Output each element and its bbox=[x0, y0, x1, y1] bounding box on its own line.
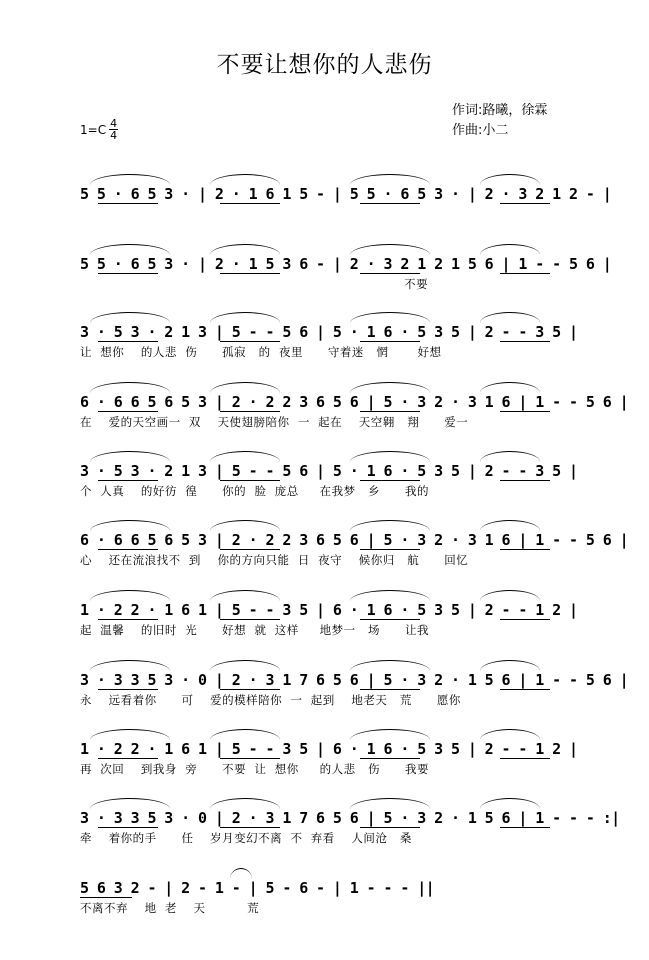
slur-arc bbox=[480, 660, 540, 671]
beam-underline bbox=[220, 619, 280, 620]
slur-arc bbox=[90, 520, 170, 531]
slur-arc bbox=[350, 660, 430, 671]
slur-arc bbox=[210, 174, 280, 185]
slur-arc bbox=[480, 312, 540, 323]
notes-line: 5 6 3 2 - | 2 - 1 - | 5 - 6 - | 1 - - - || bbox=[80, 879, 435, 897]
slur-arc bbox=[350, 451, 430, 462]
beam-underline bbox=[98, 549, 158, 550]
beam-underline bbox=[360, 758, 420, 759]
beam-underline bbox=[98, 411, 158, 412]
lyric-line: 让 想你 的人悲 伤 孤寂 的 夜里 守着迷 惘 好想 bbox=[80, 345, 442, 359]
slur-arc bbox=[210, 312, 280, 323]
beam-underline bbox=[98, 619, 158, 620]
slur-arc bbox=[90, 382, 170, 393]
beam-underline bbox=[360, 273, 420, 274]
beam-underline bbox=[360, 827, 420, 828]
slur-arc bbox=[480, 174, 540, 185]
slur-arc bbox=[350, 382, 430, 393]
notes-line: 3 · 5 3 · 2 1 3 | 5 - - 5 6 | 5 · 1 6 · 5 3 5 | 2 - - 3 5 | bbox=[80, 323, 578, 341]
slur-arc bbox=[480, 729, 540, 740]
slur-arc bbox=[90, 660, 170, 671]
lyric-line: 不要 bbox=[80, 277, 429, 291]
beam-underline bbox=[98, 758, 158, 759]
slur-arc bbox=[480, 590, 540, 601]
beam-underline bbox=[360, 203, 420, 204]
notes-line: 1 · 2 2 · 1 6 1 | 5 - - 3 5 | 6 · 1 6 · 5 3 5 | 2 - - 1 2 | bbox=[80, 740, 578, 758]
key-label: 1=C bbox=[80, 122, 107, 137]
slur-arc bbox=[210, 451, 280, 462]
lyric-line: 永 远看着你 可 爱的模样陪你 一 起到 地老天 荒 愿你 bbox=[80, 693, 461, 707]
slur-arc bbox=[90, 244, 170, 255]
slur-arc bbox=[90, 312, 170, 323]
slur-arc bbox=[210, 382, 280, 393]
beam-underline bbox=[98, 827, 158, 828]
notes-line: 6 · 6 6 5 6 5 3 | 2 · 2 2 3 6 5 6 | 5 · 3 2 · 3 1 6 | 1 - - 5 6 | bbox=[80, 531, 629, 549]
beam-underline bbox=[500, 341, 550, 342]
song-title: 不要让想你的人悲伤 bbox=[216, 52, 433, 78]
beam-underline bbox=[360, 549, 420, 550]
beam-underline bbox=[500, 619, 550, 620]
key-signature bbox=[80, 118, 118, 141]
slur-arc bbox=[230, 868, 252, 879]
beam-underline bbox=[220, 689, 280, 690]
composer: 作曲:小二 bbox=[452, 123, 509, 138]
lyricist: 作词:路曦，徐霖 bbox=[452, 103, 548, 118]
slur-arc bbox=[480, 798, 540, 809]
beam-underline bbox=[500, 273, 550, 274]
lyric-line: 心 还在流浪找不 到 你的方向只能 日 夜守 候你归 航 回忆 bbox=[80, 553, 469, 567]
beam-underline bbox=[220, 549, 280, 550]
beam-underline bbox=[360, 341, 420, 342]
beam-underline bbox=[220, 203, 280, 204]
beam-underline bbox=[500, 480, 550, 481]
slur-arc bbox=[350, 798, 430, 809]
slur-arc bbox=[350, 590, 430, 601]
slur-arc bbox=[90, 729, 170, 740]
slur-arc bbox=[350, 729, 430, 740]
beam-underline bbox=[220, 273, 280, 274]
lyric-line: 牵 着你的手 任 岁月变幻不离 不 弃看 人间沧 桑 bbox=[80, 831, 412, 845]
notes-line: 1 · 2 2 · 1 6 1 | 5 - - 3 5 | 6 · 1 6 · 5 3 5 | 2 - - 1 2 | bbox=[80, 601, 578, 619]
slur-arc bbox=[210, 660, 280, 671]
beam-underline bbox=[98, 689, 158, 690]
slur-arc bbox=[210, 520, 280, 531]
slur-arc bbox=[90, 174, 170, 185]
time-bottom: 4 bbox=[110, 129, 118, 142]
beam-underline bbox=[500, 758, 550, 759]
notes-line: 6 · 6 6 5 6 5 3 | 2 · 2 2 3 6 5 6 | 5 · 3 2 · 3 1 6 | 1 - - 5 6 | bbox=[80, 393, 629, 411]
beam-underline bbox=[220, 411, 280, 412]
slur-arc bbox=[480, 520, 540, 531]
lyric-line: 个 人真 的好彷 徨 你的 脸 庞总 在我梦 乡 我的 bbox=[80, 484, 429, 498]
lyric-line: 不离不弃 地 老 天 荒 bbox=[80, 901, 260, 915]
lyric-line: 再 次回 到我身 旁 不要 让 想你 的人悲 伤 我要 bbox=[80, 762, 429, 776]
beam-underline bbox=[500, 827, 550, 828]
beam-underline bbox=[220, 758, 280, 759]
notes-line: 5 5 · 6 5 3 · | 2 · 1 5 3 6 - | 2 · 3 2 1 2 1 5 6 | 1 - - 5 6 | bbox=[80, 255, 612, 273]
slur-arc bbox=[210, 729, 280, 740]
notes-line: 3 · 5 3 · 2 1 3 | 5 - - 5 6 | 5 · 1 6 · 5 3 5 | 2 - - 3 5 | bbox=[80, 462, 578, 480]
slur-arc bbox=[90, 451, 170, 462]
beam-underline bbox=[360, 619, 420, 620]
lyric-line: 起 温馨 的旧时 光 好想 就 这样 地梦一 场 让我 bbox=[80, 623, 429, 637]
beam-underline bbox=[360, 689, 420, 690]
beam-underline bbox=[220, 480, 280, 481]
slur-arc bbox=[210, 244, 280, 255]
beam-underline bbox=[220, 827, 280, 828]
beam-underline bbox=[360, 480, 420, 481]
time-top: 4 bbox=[110, 117, 118, 130]
slur-arc bbox=[350, 520, 430, 531]
beam-underline bbox=[98, 203, 158, 204]
beam-underline bbox=[500, 689, 550, 690]
notes-line: 3 · 3 3 5 3 · 0 | 2 · 3 1 7 6 5 6 | 5 · 3 2 · 1 5 6 | 1 - - 5 6 | bbox=[80, 671, 629, 689]
beam-underline bbox=[98, 273, 158, 274]
beam-underline bbox=[500, 549, 550, 550]
slur-arc bbox=[210, 590, 280, 601]
notes-line: 5 5 · 6 5 3 · | 2 · 1 6 1 5 - | 5 5 · 6 5 3 · | 2 · 3 2 1 2 - | bbox=[80, 185, 612, 203]
notes-line: 3 · 3 3 5 3 · 0 | 2 · 3 1 7 6 5 6 | 5 · 3 2 · 1 5 6 | 1 - - - :| bbox=[80, 809, 620, 827]
beam-underline bbox=[500, 411, 550, 412]
slur-arc bbox=[90, 798, 170, 809]
slur-arc bbox=[90, 590, 170, 601]
beam-underline bbox=[220, 341, 280, 342]
beam-underline bbox=[360, 411, 420, 412]
beam-underline bbox=[98, 341, 158, 342]
slur-arc bbox=[350, 312, 430, 323]
slur-arc bbox=[480, 382, 540, 393]
slur-arc bbox=[210, 798, 280, 809]
beam-underline bbox=[80, 897, 132, 898]
slur-arc bbox=[480, 451, 540, 462]
slur-arc bbox=[480, 244, 540, 255]
time-signature bbox=[109, 118, 118, 141]
slur-arc bbox=[350, 244, 430, 255]
lyric-line: 在 爱的天空画一 双 天使翅膀陪你 一 起在 天空翱 翔 爱一 bbox=[80, 415, 469, 429]
slur-arc bbox=[350, 174, 430, 185]
beam-underline bbox=[500, 203, 550, 204]
beam-underline bbox=[98, 480, 158, 481]
credits bbox=[452, 101, 547, 141]
